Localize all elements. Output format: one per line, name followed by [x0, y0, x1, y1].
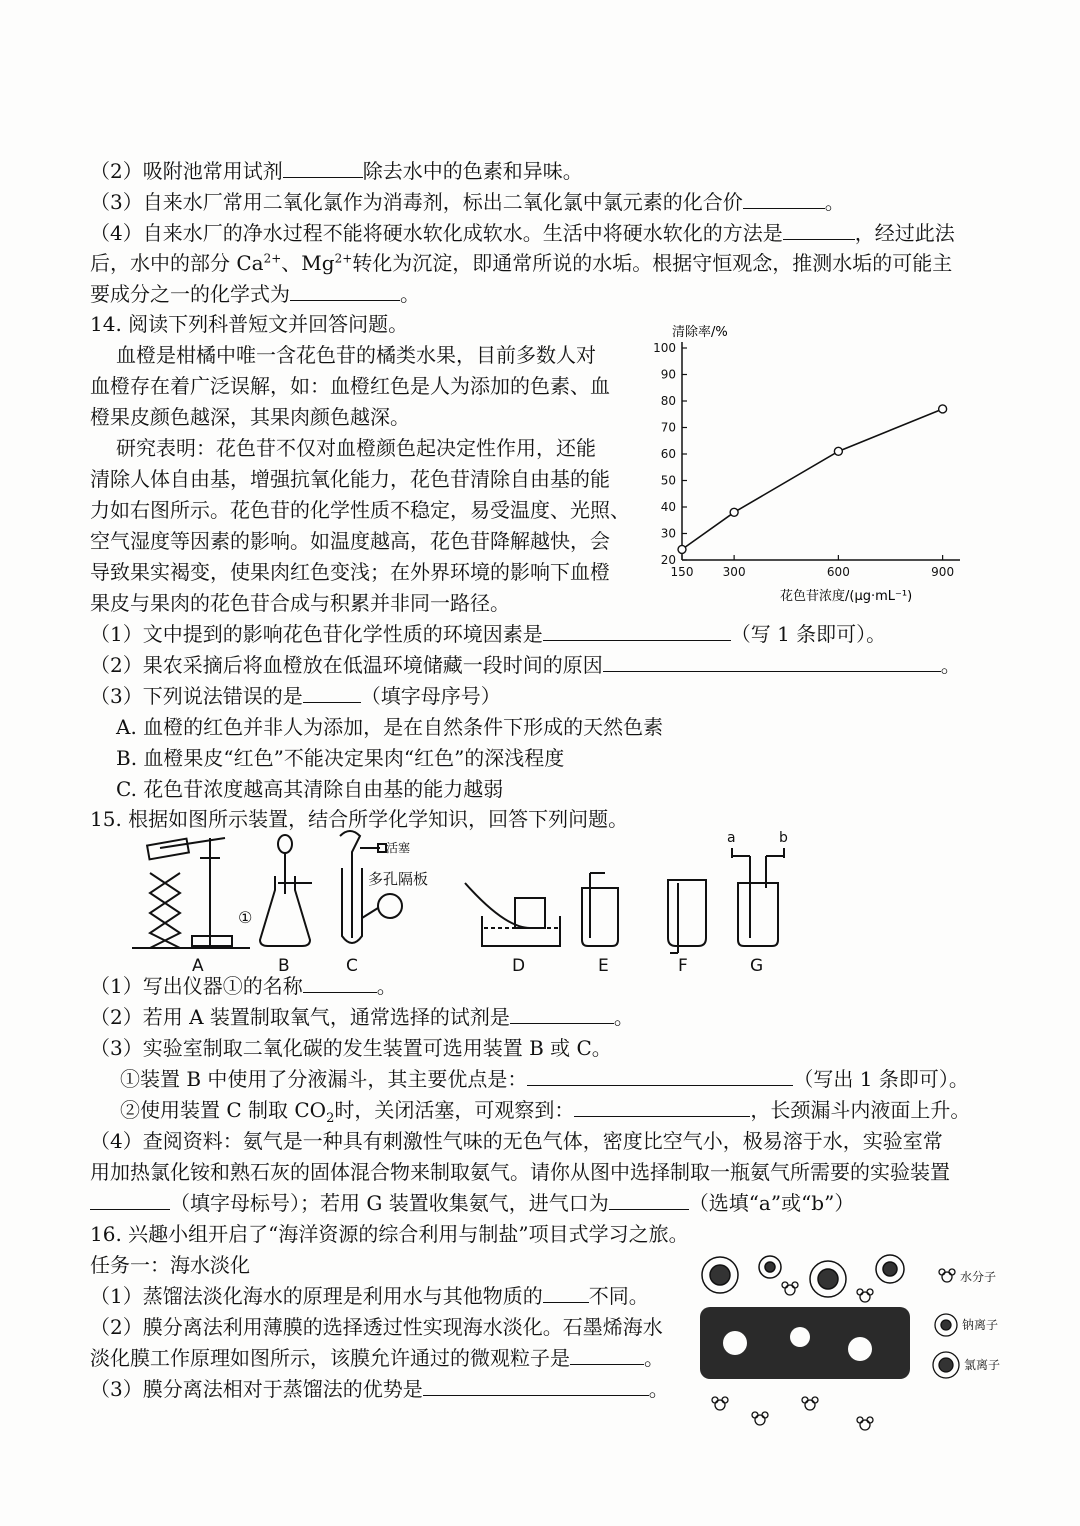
- figure-legend: [933, 1269, 959, 1378]
- label-g: G: [750, 956, 764, 976]
- q15-q2-blank[interactable]: [510, 1005, 614, 1024]
- apparatus-g: [732, 848, 784, 946]
- label-c: C: [346, 956, 358, 976]
- q16-q2-line-1: （2）膜分离法利用薄膜的选择透过性实现海水淡化。石墨烯海水: [90, 1315, 663, 1339]
- q14-q3-text: （3）下列说法错误的是: [90, 684, 303, 708]
- q14-title: 14. 阅读下列科普短文并回答问题。: [90, 312, 409, 336]
- q13-6-text: 要成分之一的化学式为: [90, 282, 290, 306]
- q13-5-text-c: 转化为沉淀，即通常所说的水垢。根据守恒观念，推测水垢的可能主: [352, 251, 953, 275]
- co2-subscript: 2: [326, 1111, 335, 1126]
- q14-q2-end: 。: [940, 653, 961, 677]
- q15-q3: （3）实验室制取二氧化碳的发生装置可选用装置 B 或 C。: [90, 1036, 612, 1060]
- apparatus-d: [465, 883, 560, 946]
- label-a: A: [192, 956, 204, 976]
- q15-q1-blank[interactable]: [303, 974, 377, 993]
- q13-line-3: [90, 189, 845, 215]
- q15-q4-end: （选填“a”或“b”）: [688, 1191, 855, 1215]
- ca-charge: 2+: [263, 251, 282, 266]
- chart-y-tick-label: 60: [660, 447, 676, 461]
- legend-water: 水分子: [960, 1270, 997, 1284]
- q15-q2-end: 。: [613, 1005, 634, 1029]
- graphene-membrane-figure: [690, 1245, 1040, 1455]
- label-d: D: [512, 956, 526, 976]
- q14-para-line: 力如右图所示。花色苷的化学性质不稳定，易受温度、光照、: [90, 498, 630, 522]
- q13-line-6: [90, 281, 420, 307]
- chart-y-tick-label: 70: [660, 420, 676, 435]
- chart-ylabel: 清除率/%: [672, 325, 728, 340]
- q15-q4-line-1: （4）查阅资料：氨气是一种具有刺激性气味的无色气体，密度比空气小，极易溶于水，实验室常: [90, 1129, 943, 1153]
- q16-q2-end: 。: [644, 1346, 664, 1370]
- chart-y-tick-label: 30: [660, 526, 676, 541]
- q15-q4-line-3: [90, 1190, 854, 1216]
- q15-title: 15. 根据如图所示装置，结合所学化学知识，回答下列问题。: [90, 807, 629, 831]
- q14-option-c: C. 花色苷浓度越高其清除自由基的能力越弱: [116, 777, 504, 801]
- q15-q3-1-blank[interactable]: [527, 1067, 793, 1086]
- q14-para-line: 研究表明：花色苷不仅对血橙颜色起决定性作用，还能: [116, 436, 596, 460]
- q15-q3-2-end: ，长颈漏斗内液面上升。: [750, 1098, 971, 1122]
- q15-q3-1: [120, 1066, 969, 1092]
- q16-q1: [90, 1283, 649, 1309]
- chart-point: [834, 447, 842, 455]
- q14-option-b: B. 血橙果皮“红色”不能决定果肉“红色”的深浅程度: [116, 746, 565, 770]
- label-f: F: [678, 956, 688, 976]
- chart-y-tick-label: 20: [660, 553, 676, 567]
- apparatus-b: [260, 835, 312, 946]
- apparatus-e: [582, 873, 618, 946]
- chart-point: [730, 508, 738, 516]
- q13-5-text-a: 后，水中的部分 Ca: [90, 251, 264, 275]
- q16-q2-line-2: [90, 1345, 664, 1371]
- legend-chloride: 氯离子: [964, 1358, 1001, 1372]
- q16-task1: 任务一：海水淡化: [90, 1253, 250, 1277]
- apparatus-a: [132, 838, 253, 948]
- valve-label: 活塞: [386, 841, 411, 855]
- mg-charge: 2+: [334, 251, 353, 266]
- chart-y-tick-label: 80: [660, 394, 676, 408]
- q16-q3-end: 。: [648, 1377, 669, 1401]
- q14-q3: [90, 683, 501, 709]
- apparatus-f: [668, 880, 706, 953]
- q15-q4-text: （填字母标号）；若用 G 装置收集氨气，进气口为: [170, 1191, 609, 1215]
- port-a-label: a: [727, 830, 736, 846]
- chart-x-tick-label: 600: [826, 565, 850, 579]
- q16-q1-blank[interactable]: [543, 1284, 589, 1303]
- q13-5-text-b: 、Mg: [281, 251, 335, 275]
- q13-2-blank[interactable]: [283, 159, 363, 178]
- q14-q3-end: （填字母序号）: [360, 684, 501, 708]
- q13-line-2: [90, 158, 583, 184]
- q15-q2-text: （2）若用 A 装置制取氧气，通常选择的试剂是: [90, 1005, 510, 1029]
- q14-q2: [90, 652, 961, 678]
- q14-option-a: A. 血橙的红色并非人为添加，是在自然条件下形成的天然色素: [116, 715, 664, 739]
- q15-q4-blank-2[interactable]: [609, 1191, 689, 1210]
- q16-q3-blank[interactable]: [423, 1377, 649, 1396]
- q14-q1-text: （1）文中提到的影响花色苷化学性质的环境因素是: [90, 622, 543, 646]
- chart-plot-area: [653, 341, 960, 579]
- scavenging-rate-chart: [640, 318, 970, 610]
- label-b: B: [278, 956, 290, 976]
- chart-point: [939, 405, 947, 413]
- q13-3-end: 。: [824, 190, 845, 214]
- q14-q3-blank[interactable]: [303, 684, 361, 703]
- q16-title: 16. 兴趣小组开启了“海洋资源的综合利用与制盐”项目式学习之旅。: [90, 1222, 689, 1246]
- q15-q2: [90, 1004, 634, 1030]
- q15-q3-1-end: （写出 1 条即可）。: [793, 1067, 969, 1091]
- q16-q1-end: 不同。: [588, 1284, 649, 1308]
- q15-q1-text: （1）写出仪器①的名称: [90, 974, 303, 998]
- chart-x-tick-label: 900: [931, 565, 955, 579]
- chart-point: [678, 545, 686, 553]
- chart-xlabel: 花色苷浓度/(μg·mL⁻¹): [780, 589, 913, 604]
- q13-3-text: （3）自来水厂常用二氧化氯作为消毒剂，标出二氧化氯中氯元素的化合价: [90, 190, 743, 214]
- q14-q1-end: （写 1 条即可）。: [730, 622, 887, 646]
- q14-para-line: 果皮与果肉的花色苷合成与积累并非同一路径。: [90, 591, 510, 615]
- chart-y-tick-label: 40: [660, 500, 676, 514]
- chart-series-line: [682, 409, 943, 549]
- q13-4-text-end: ，经过此法: [854, 221, 955, 245]
- q13-6-end: 。: [400, 282, 420, 306]
- salt-ions: [702, 1255, 904, 1297]
- lab-apparatus-figure: [120, 828, 840, 976]
- q14-q2-text: （2）果农采摘后将血橙放在低温环境储藏一段时间的原因: [90, 653, 603, 677]
- q14-q2-blank[interactable]: [603, 653, 941, 672]
- q15-q3-2-blank[interactable]: [574, 1098, 750, 1117]
- q14-para-line: 清除人体自由基，增强抗氧化能力，花色苷清除自由基的能: [90, 467, 610, 491]
- q14-para-line: 导致果实褐变，使果肉红色变浅；在外界环境的影响下血橙: [90, 560, 610, 584]
- q16-q2-blank[interactable]: [570, 1346, 644, 1365]
- q15-q3-2: [120, 1097, 971, 1126]
- q15-q3-1-text: ①装置 B 中使用了分液漏斗，其主要优点是：: [120, 1067, 528, 1091]
- q13-4-blank[interactable]: [783, 221, 855, 240]
- q13-6-blank[interactable]: [290, 282, 400, 301]
- q14-para-line: 空气湿度等因素的影响。如温度越高，花色苷降解越快，会: [90, 529, 610, 553]
- q16-q3: [90, 1376, 669, 1402]
- q16-q2-text: 淡化膜工作原理如图所示，该膜允许通过的微观粒子是: [90, 1346, 570, 1370]
- q13-4-text: （4）自来水厂的净水过程不能将硬水软化成软水。生活中将硬水软化的方法是: [90, 221, 783, 245]
- legend-sodium: 钠离子: [962, 1318, 999, 1332]
- q15-q4-line-2: 用加热氯化铵和熟石灰的固体混合物来制取氨气。请你从图中选择制取一瓶氨气所需要的实验装置: [90, 1160, 950, 1184]
- chart-x-tick-label: 300: [722, 565, 746, 579]
- instrument-one-label: ①: [238, 908, 253, 927]
- q13-2-text-end: 除去水中的色素和异味。: [362, 159, 583, 183]
- chart-y-tick-label: 50: [660, 473, 676, 488]
- label-e: E: [598, 956, 609, 976]
- q15-q1-end: 。: [376, 974, 397, 998]
- q15-q3-2-text-b: 时，关闭活塞，可观察到：: [334, 1098, 575, 1122]
- membrane-layer: [700, 1307, 910, 1379]
- q14-q1-blank[interactable]: [543, 622, 731, 641]
- q13-3-blank[interactable]: [743, 190, 825, 209]
- q15-q3-2-text: ②使用装置 C 制取 CO: [120, 1098, 327, 1122]
- q14-para-line: 橙果皮颜色越深，其果肉颜色越深。: [90, 405, 410, 429]
- chart-x-tick-label: 150: [670, 565, 694, 579]
- q15-q1: [90, 973, 397, 999]
- q13-2-text: （2）吸附池常用试剂: [90, 159, 283, 183]
- q13-line-4: [90, 220, 955, 246]
- q16-q3-text: （3）膜分离法相对于蒸馏法的优势是: [90, 1377, 423, 1401]
- q15-q4-blank-1[interactable]: [90, 1191, 170, 1210]
- q16-q1-text: （1）蒸馏法淡化海水的原理是利用水与其他物质的: [90, 1284, 543, 1308]
- q14-para-line: 血橙存在着广泛误解，如：血橙红色是人为添加的色素、血: [90, 374, 610, 398]
- q14-para-line: 血橙是柑橘中唯一含花色苷的橘类水果，目前多数人对: [116, 343, 596, 367]
- porous-plate-label: 多孔隔板: [368, 870, 429, 888]
- chart-y-tick-label: 100: [653, 341, 676, 355]
- q14-q1: [90, 621, 886, 647]
- port-b-label: b: [779, 830, 788, 846]
- q13-line-5: [90, 250, 952, 276]
- chart-y-tick-label: 90: [660, 367, 676, 382]
